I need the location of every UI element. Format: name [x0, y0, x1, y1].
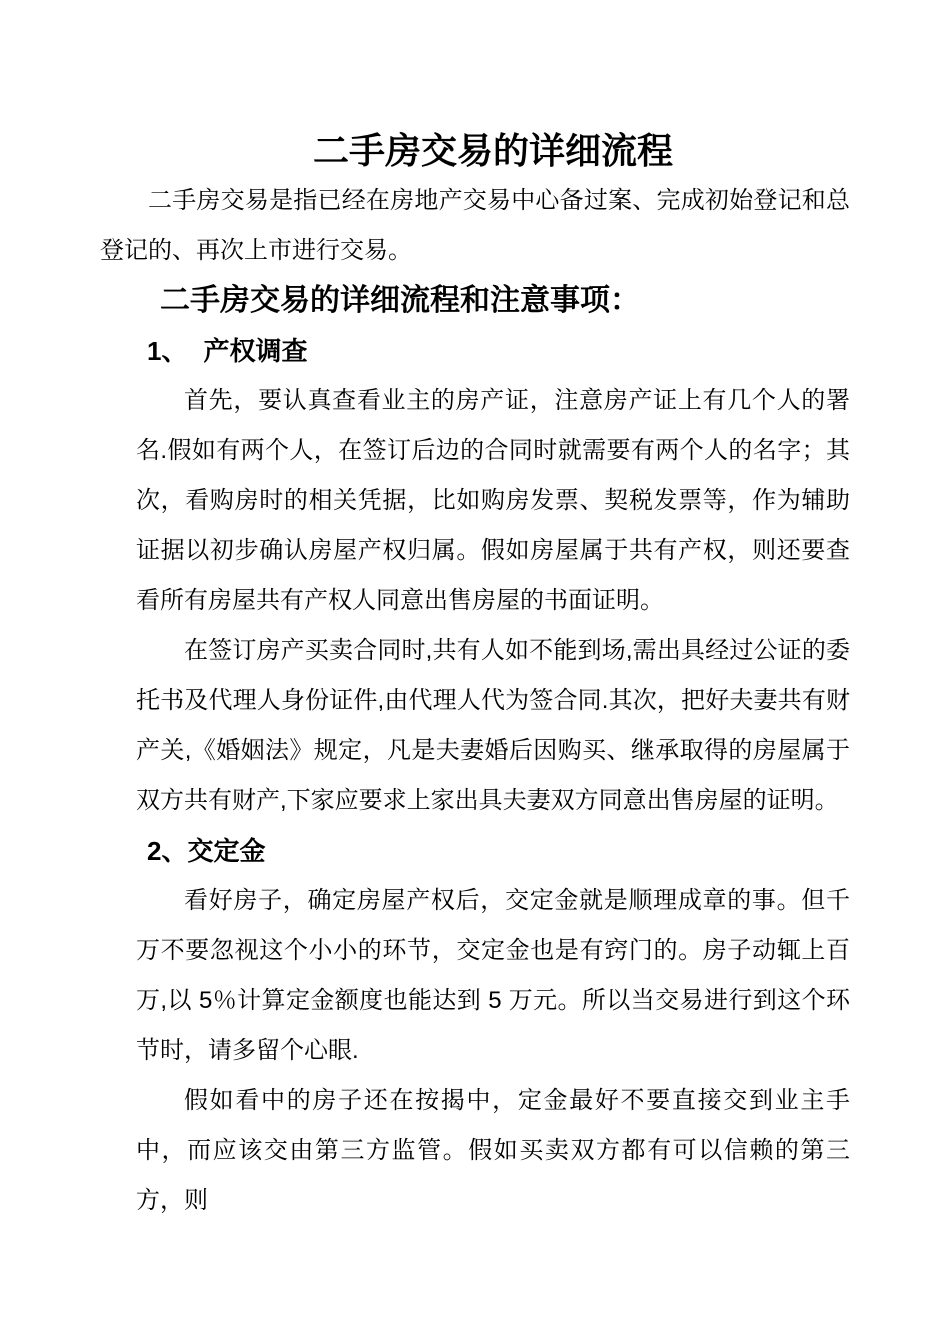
document-title: 二手房交易的详细流程 — [312, 130, 673, 171]
item-2-title: 交定金 — [187, 836, 266, 866]
item-1-title: 产权调查 — [203, 336, 308, 366]
section-heading: 二手房交易的详细流程和注意事项： — [160, 284, 640, 317]
item-2-number: 2、 — [147, 836, 188, 866]
item-heading-1 — [100, 326, 850, 376]
section-1-paragraph-2: 在签订房产买卖合同时,共有人如不能到场,需出具经过公证的委托书及代理人身份证件,由代理人代为签合同.其次，把好夫妻共有财产关,《婚姻法》规定，凡是夫妻婚后因购买、继承取得的房屋属于双方共有财产,下家应要求上家出具夫妻双方同意出售房屋的证明。 — [136, 637, 850, 814]
item-1-number: 1、 — [147, 336, 188, 366]
intro-paragraph: 二手房交易是指已经在房地产交易中心备过案、完成初始登记和总登记的、再次上市进行交易。 — [100, 187, 850, 264]
section-1-paragraph-1: 首先，要认真查看业主的房产证，注意房产证上有几个人的署名.假如有两个人，在签订后边的合同时就需要有两个人的名字；其次，看购房时的相关凭据，比如购房发票、契税发票等，作为辅助证据以初步确认房屋产权归属。假如房屋属于共有产权，则还要查看所有房屋共有产权人同意出售房屋的书面证明。 — [136, 387, 850, 614]
section-2-paragraph-1: 看好房子，确定房屋产权后，交定金就是顺理成章的事。但千万不要忽视这个小小的环节，交定金也是有窍门的。房子动辄上百万,以 5％计算定金额度也能达到 5 万元。所以当交易进行到这个环节时，请多留个心眼. — [136, 887, 850, 1064]
item-heading-2 — [100, 826, 850, 876]
section-2-paragraph-2: 假如看中的房子还在按揭中，定金最好不要直接交到业主手中，而应该交由第三方监管。假如买卖双方都有可以信赖的第三方，则 — [136, 1087, 850, 1214]
